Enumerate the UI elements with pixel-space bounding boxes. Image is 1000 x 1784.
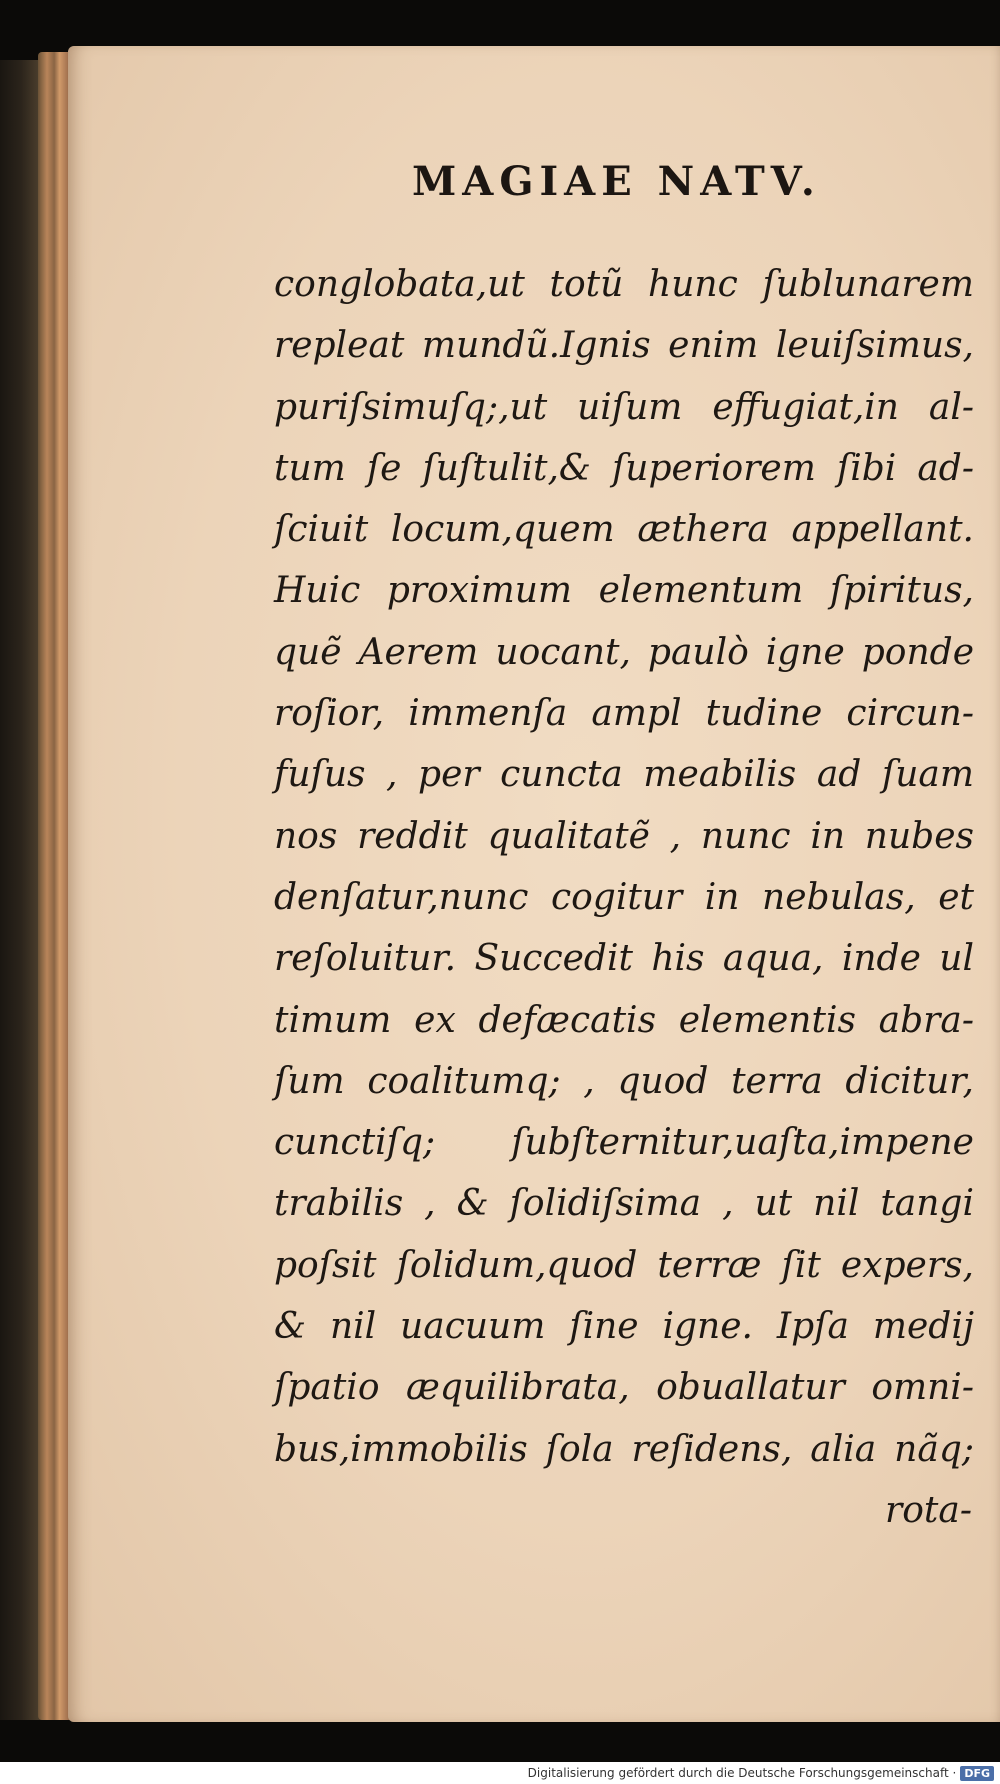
text-line: & nil uacuum ſine igne. Ipſa medij <box>274 1306 974 1348</box>
text-line: quẽ Aerem uocant, paulò igne ponde <box>274 631 974 673</box>
text-block <box>274 254 974 1541</box>
text-line: timum ex defæcatis elementis abra- <box>274 999 974 1041</box>
text-line: cunctiſq; ſubſternitur,uaſta,impene <box>274 1122 974 1164</box>
text-line: puriſsimuſq;,ut uiſum effugiat,in al- <box>274 386 974 428</box>
text-line: roſior, immenſa ampl tudine circun- <box>274 693 974 735</box>
text-line: ſum coalitumq; , quod terra dicitur, <box>274 1060 974 1102</box>
text-line: nos reddit qualitatẽ , nunc in nubes <box>274 815 974 857</box>
text-line: bus,immobilis ſola reſidens, alia nãq; <box>274 1428 974 1470</box>
text-line: conglobata,ut totũ hunc ſublunarem <box>274 264 974 305</box>
text-line: trabilis , & ſolidiſsima , ut nil tangi <box>274 1183 974 1225</box>
text-line: tum ſe ſuſtulit,& ſuperiorem ſibi ad- <box>274 447 974 489</box>
footer-credit: Digitalisierung gefördert durch die Deutsche Forschungsgemeinschaft · <box>527 1766 957 1780</box>
text-line: poſsit ſolidum,quod terræ ſit expers, <box>274 1244 974 1286</box>
footer-strip <box>0 1762 1000 1784</box>
text-line: ſciuit locum,quem æthera appellant. <box>274 509 974 551</box>
text-line: Huic proximum elementum ſpiritus, <box>274 570 974 612</box>
text-line: ſpatio æquilibrata, obuallatur omni- <box>274 1367 974 1409</box>
text-line: fuſus , per cuncta meabilis ad ſuam <box>274 754 974 796</box>
catchword: rota- <box>885 1489 972 1531</box>
running-head: MAGIAE NATV. <box>412 158 821 205</box>
text-line: reſoluitur. Succedit his aqua, inde ul <box>274 938 974 980</box>
dfg-logo: DFG <box>960 1766 994 1781</box>
text-line: repleat mundũ.Ignis enim leuiſsimus, <box>274 325 974 367</box>
paper-page <box>68 46 1000 1722</box>
text-line: denſatur,nunc cogitur in nebulas, et <box>274 876 974 918</box>
